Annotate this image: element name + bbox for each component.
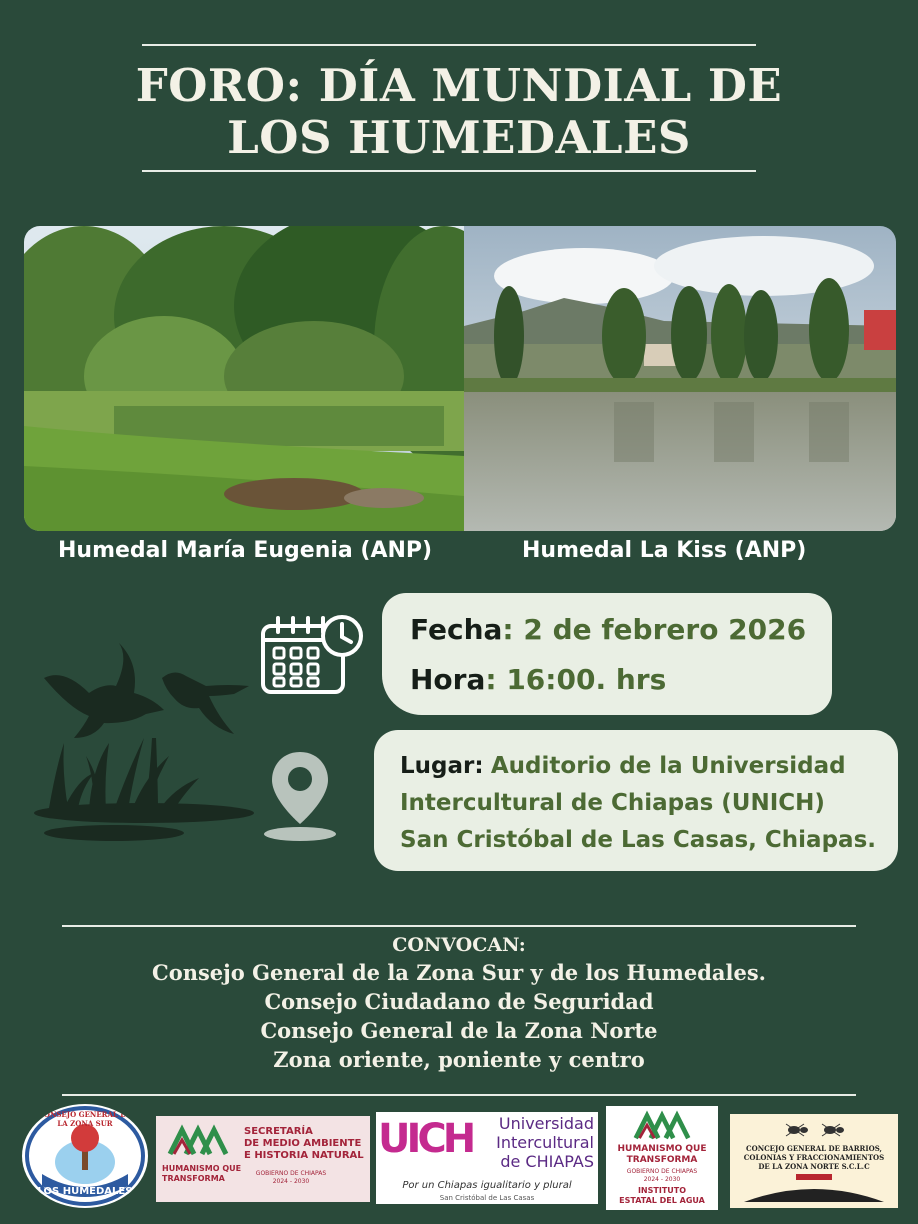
agua-brand-2: TRANSFORMA xyxy=(626,1155,698,1165)
unich-name-2: Intercultural xyxy=(496,1133,594,1152)
caption-la-kiss: Humedal La Kiss (ANP) xyxy=(522,538,807,563)
convocan-section xyxy=(0,932,918,1074)
convocan-line-4: Zona oriente, poniente y centro xyxy=(273,1047,645,1072)
consejo-sur-top-text: CONSEJO GENERAL DE LA ZONA SUR xyxy=(38,1110,132,1128)
convocan-bottom-rule xyxy=(62,1094,856,1096)
unich-name-1: Universidad xyxy=(498,1114,594,1133)
top-rule xyxy=(142,44,756,46)
title-bottom-rule xyxy=(142,170,756,172)
consejo-sur-bottom-text: LOS HUMEDALES xyxy=(37,1186,133,1197)
semahn-title-2: DE MEDIO AMBIENTE xyxy=(244,1138,362,1149)
calendar-clock-icon xyxy=(258,612,364,698)
time-row xyxy=(410,663,666,696)
ducks-reeds-illustration xyxy=(34,638,254,848)
location-line-1: Auditorio de la Universidad xyxy=(490,753,846,779)
semahn-gov: GOBIERNO DE CHIAPAS xyxy=(255,1170,327,1177)
logo-consejo-sur xyxy=(22,1104,148,1208)
convocan-line-2: Consejo Ciudadano de Seguridad xyxy=(264,989,654,1014)
semahn-title-1: SECRETARÍA xyxy=(244,1126,313,1137)
photo-maria-eugenia xyxy=(24,226,464,531)
agua-brand-1: HUMANISMO QUE xyxy=(617,1144,707,1154)
location-line-2: Intercultural de Chiapas (UNICH) xyxy=(400,790,825,816)
photo-la-kiss xyxy=(464,226,896,531)
agua-inst-1: INSTITUTO xyxy=(637,1186,687,1195)
agua-years: 2024 - 2030 xyxy=(643,1176,681,1183)
date-value: : 2 de febrero 2026 xyxy=(502,613,807,646)
semahn-brand-1: HUMANISMO QUE xyxy=(162,1164,242,1173)
location-card xyxy=(374,730,898,871)
unich-slogan: Por un Chiapas igualitario y plural xyxy=(402,1180,572,1191)
location-label: Lugar: xyxy=(400,753,484,779)
location-pin-icon xyxy=(260,748,340,844)
barrios-line-1: CONCEJO GENERAL DE BARRIOS, xyxy=(746,1144,882,1153)
convocan-heading: CONVOCAN: xyxy=(392,934,526,956)
title-line-1: FORO: DÍA MUNDIAL DE xyxy=(135,59,783,112)
logo-agua xyxy=(606,1106,718,1210)
logo-semahn xyxy=(156,1116,370,1202)
semahn-title-3: E HISTORIA NATURAL xyxy=(244,1150,364,1161)
agua-inst-2: ESTATAL DEL AGUA xyxy=(619,1196,705,1205)
logo-barrios xyxy=(730,1114,898,1208)
location-text xyxy=(400,748,876,859)
logo-unich xyxy=(376,1112,598,1204)
landscape-emblem-icon xyxy=(744,1174,884,1202)
barrios-line-2: COLONIAS Y FRACCIONAMIENTOS xyxy=(743,1153,885,1162)
convocan-top-rule xyxy=(62,925,856,927)
convocan-line-3: Consejo General de la Zona Norte xyxy=(260,1018,658,1043)
time-label: Hora xyxy=(410,663,486,696)
page-title xyxy=(0,60,918,164)
semahn-brand-2: TRANSFORMA xyxy=(162,1174,225,1183)
date-row xyxy=(410,613,806,646)
agua-gov: GOBIERNO DE CHIAPAS xyxy=(626,1168,698,1175)
date-time-card xyxy=(382,593,832,715)
title-line-2: LOS HUMEDALES xyxy=(227,111,691,164)
location-line-3: San Cristóbal de Las Casas, Chiapas. xyxy=(400,827,876,853)
semahn-years: 2024 - 2030 xyxy=(272,1178,310,1185)
humanismo-mark-icon xyxy=(632,1110,692,1142)
unich-mark: UICH xyxy=(378,1116,473,1162)
caption-maria-eugenia: Humedal María Eugenia (ANP) xyxy=(58,538,433,563)
ant-icon xyxy=(774,1118,854,1140)
unich-city: San Cristóbal de Las Casas xyxy=(439,1194,535,1202)
barrios-line-3: DE LA ZONA NORTE S.C.L.C xyxy=(758,1162,870,1171)
unich-name-3: de CHIAPAS xyxy=(500,1152,594,1171)
date-label: Fecha xyxy=(410,613,503,646)
time-value: : 16:00. hrs xyxy=(485,663,667,696)
humanismo-mark-icon xyxy=(166,1124,230,1158)
convocan-line-1: Consejo General de la Zona Sur y de los Humedales. xyxy=(152,960,766,985)
